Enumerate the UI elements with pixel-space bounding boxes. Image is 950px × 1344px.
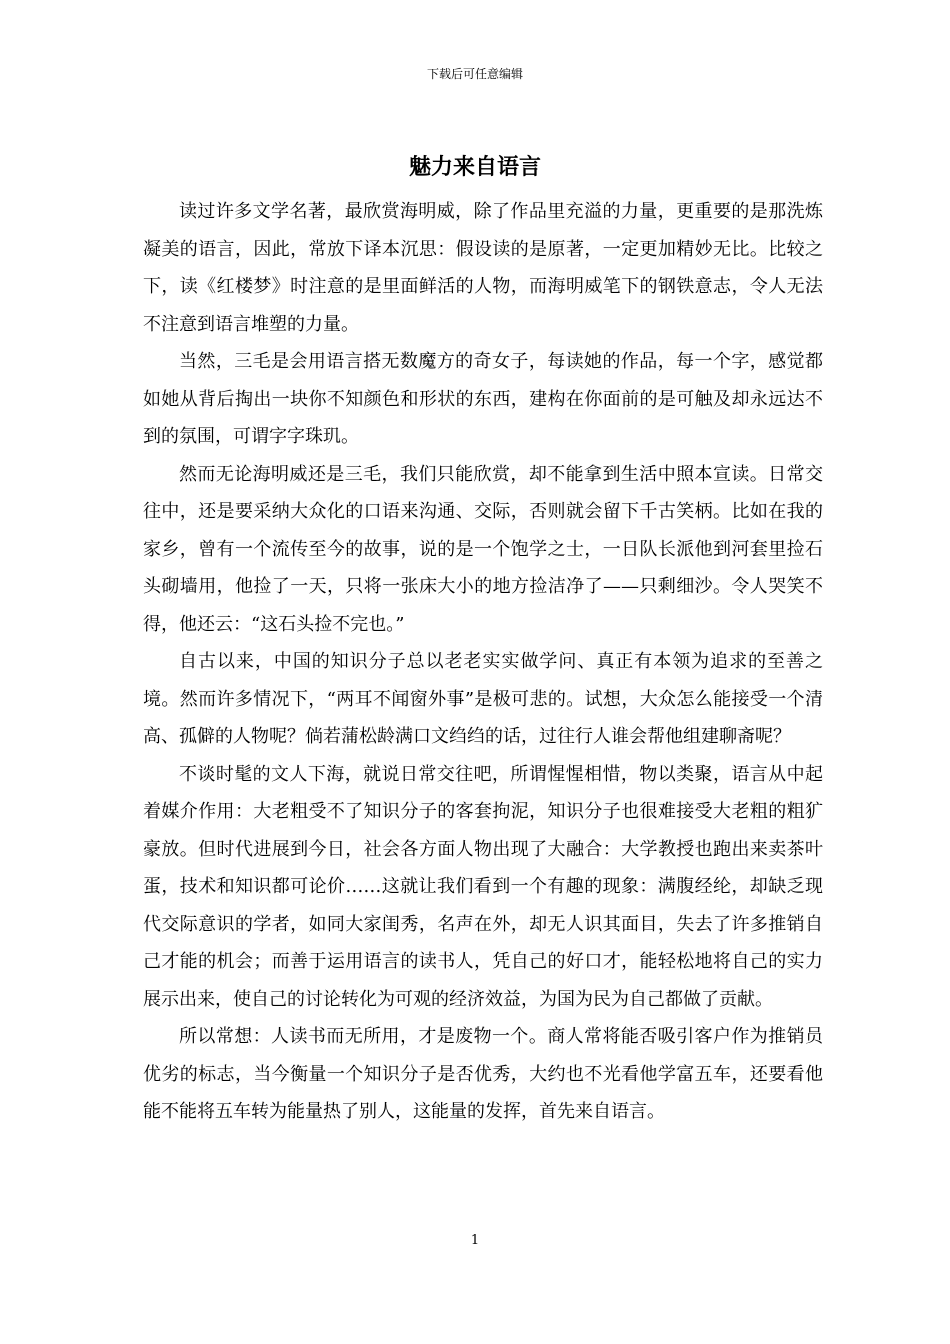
paragraph: 所以常想：人读书而无所用，才是废物一个。商人常将能否吸引客户作为推销员优劣的标志，当今衡量一个知识分子是否优秀，大约也不光看他学富五车，还要看他能不能将五车转为能量热了别人，这能量的发挥，首先来自语言。 bbox=[143, 1026, 823, 1122]
paragraph: 自古以来，中国的知识分子总以老老实实做学问、真正有本领为追求的至善之境。然而许多情况下，“两耳不闻窗外事”是极可悲的。试想，大众怎么能接受一个清高、孤僻的人物呢？倘若蒲松龄满口文绉绉的话，过往行人谁会帮他组建聊斋呢？ bbox=[143, 651, 823, 747]
page-number: 1 bbox=[470, 1233, 480, 1248]
document-body bbox=[143, 193, 823, 1131]
paragraph: 然而无论海明威还是三毛，我们只能欣赏，却不能拿到生活中照本宣读。日常交往中，还是要采纳大众化的口语来沟通、交际，否则就会留下千古笑柄。比如在我的家乡，曾有一个流传至今的故事，说的是一个饱学之士，一日队长派他到河套里捡石头砌墙用，他捡了一天，只将一张床大小的地方捡洁净了——只剩细沙。令人哭笑不得，他还云：“这石头捡不完也。” bbox=[143, 463, 823, 635]
paragraph: 不谈时髦的文人下海，就说日常交往吧，所谓惺惺相惜，物以类聚，语言从中起着媒介作用：大老粗受不了知识分子的客套拘泥，知识分子也很难接受大老粗的粗犷豪放。但时代进展到今日，社会各方面人物出现了大融合：大学教授也跑出来卖茶叶蛋，技术和知识都可论价……这就让我们看到一个有趣的现象：满腹经纶，却缺乏现代交际意识的学者，如同大家闺秀，名声在外，却无人识其面目，失去了许多推销自己才能的机会；而善于运用语言的读书人，凭自己的好口才，能轻松地将自己的实力展示出来，使自己的讨论转化为可观的经济效益，为国为民为自己都做了贡献。 bbox=[143, 763, 823, 1010]
paragraph: 当然，三毛是会用语言搭无数魔方的奇女子，每读她的作品，每一个字，感觉都如她从背后掏出一块你不知颜色和形状的东西，建构在你面前的是可触及却永远达不到的氛围，可谓字字珠玑。 bbox=[143, 351, 823, 447]
paragraph: 读过许多文学名著，最欣赏海明威，除了作品里充溢的力量，更重要的是那洗炼凝美的语言，因此，常放下译本沉思：假设读的是原著，一定更加精妙无比。比较之下，读《红楼梦》时注意的是里面鲜活的人物，而海明威笔下的钢铁意志，令人无法不注意到语言堆塑的力量。 bbox=[143, 201, 823, 335]
document-title: 魅力来自语言 bbox=[408, 155, 541, 180]
page-header-note: 下载后可任意编辑 bbox=[426, 67, 523, 81]
